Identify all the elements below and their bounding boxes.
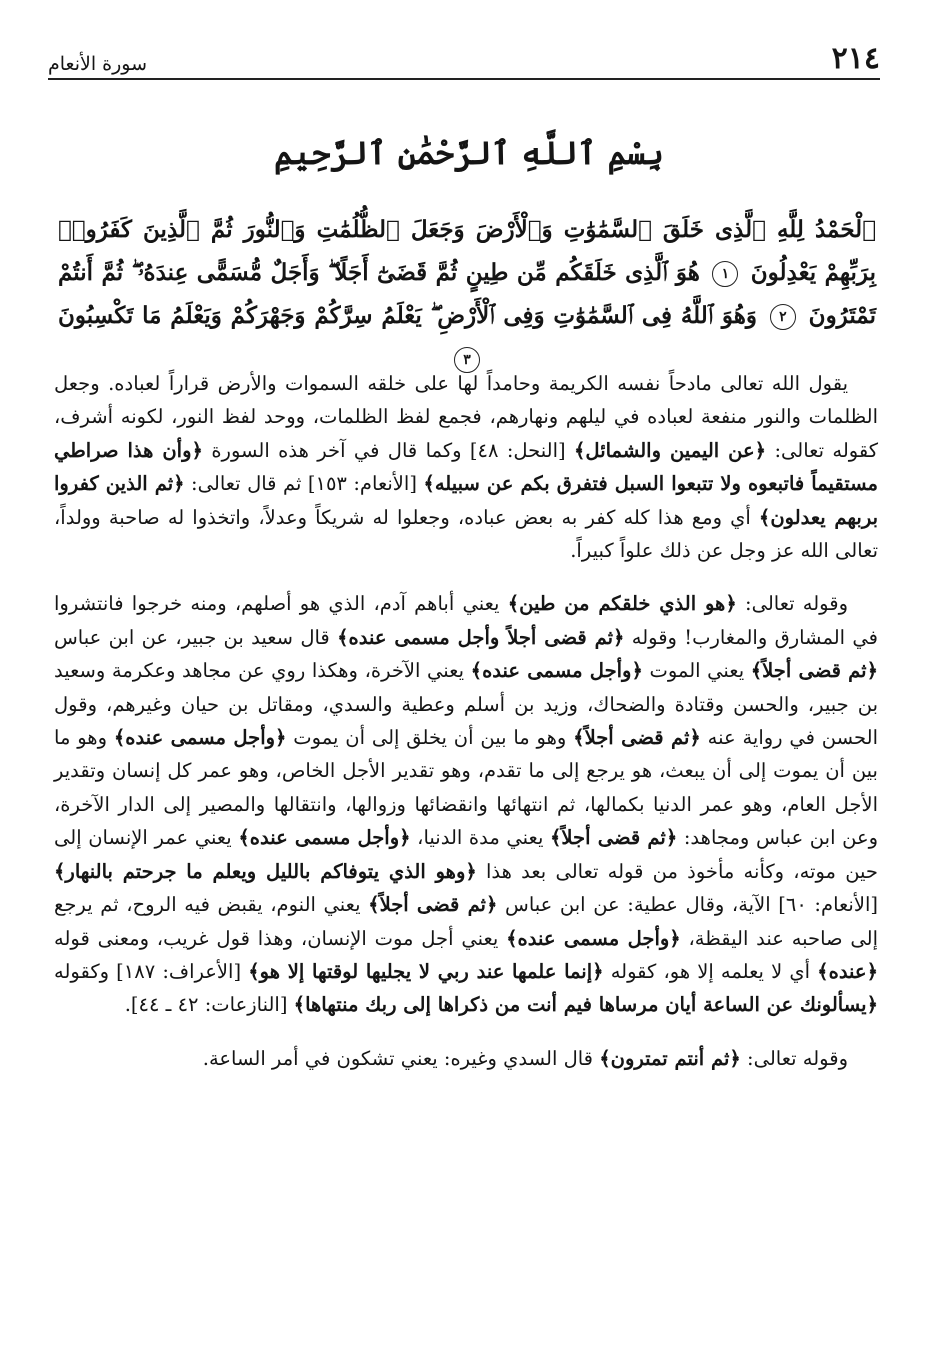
quoted-verse: ﴿عن اليمين والشمائل﴾ [574,438,767,462]
verse-text: وَهُوَ ٱللَّهُ فِى ٱلسَّمَٰوَٰتِ وَفِى ٱلْأَرْضِ ۖ يَعْلَمُ سِرَّكُمْ وَجَهْرَكُمْ وَيَعْلَمُ مَا تَكْسِبُونَ [58,302,758,329]
quoted-verse: ﴿وأن هذا صراطي مستقيماً فاتبعوه ولا تتبعوا السبل فتفرق بكم عن سبيله﴾ [54,438,878,496]
quoted-verse: ﴿ثم قضى أجلاً﴾ [550,826,678,850]
paragraph-text: [الأنعام: ١٥٣] ثم قال تعالى: [184,472,424,496]
paragraph-text: يعني مدة الدنيا، [410,826,550,850]
quoted-verse: ﴿ثم أنتم تمترون﴾ [599,1046,741,1070]
paragraph-text: أي ومع هذا كله كفر به بعض عباده، وجعلوا له شريكاً وعدلاً، واتخذوا له صاحبة وولداً، تعالى الله عز وجل عن ذلك علواً كبيراً. [54,505,878,563]
quran-verses [58,208,876,380]
ayah-number-marker: ٢ [770,304,796,330]
paragraph-text: يعني أباهم آدم، الذي هو أصلهم، ومنه خرجوا فانتشروا في المشارق والمغارب! وقوله [54,592,878,649]
ayah-number-marker: ٣ [454,347,480,373]
quoted-verse: ﴿وهو الذي يتوفاكم بالليل ويعلم ما جرحتم بالنهار﴾ [54,859,477,883]
paragraph-text: [الأعراف: ١٨٧] وكقوله [54,959,249,983]
quoted-verse: ﴿ثم قضى أجلاً وأجل مسمى عنده﴾ [337,625,625,649]
paragraph-text: يعني عمر الإنسان إلى حين موته، وكأنه مأخوذ من قوله تعالى بعد هذا [54,826,878,883]
paragraph-text: وهو ما بين أن يموت إلى أن يبعث، هو يرجع إلى ما تقدم، وهو تقدير الأجل الخاص، وهو عمر كل إنسان وتقدير الأجل العام، وهو عمر الدنيا بكمالها، ثم انتهائها وانقضائها وزوالها، وانتقالها والمصير إلى الدار الآخرة، وعن ابن عباس ومجاهد: [54,726,879,850]
paragraph-text: [الأنعام: ٦٠] الآية، وقال عطية: عن ابن عباس [497,893,878,917]
page-header [48,40,880,80]
quoted-verse: ﴿ثم قضى أجلاً﴾ [573,726,701,750]
commentary-paragraph [54,587,878,1021]
quoted-verse: ﴿هو الذي خلقكم من طين﴾ [507,592,737,616]
commentary-paragraph [54,367,878,567]
paragraph-text: أي لا يعلمه إلا هو، كقوله [603,959,818,983]
quoted-verse: ﴿وأجل مسمى عنده﴾ [113,726,287,750]
quoted-verse: ﴿ثم الذين كفروا بربهم يعدلون﴾ [54,472,879,529]
paragraph-text: وقوله تعالى: [740,1046,848,1070]
verse-text: هُوَ ٱلَّذِى خَلَقَكُم مِّن طِينٍ ثُمَّ قَضَىٰٓ أَجَلًا ۖ وَأَجَلٌ مُّسَمًّى عِندَهُۥ ۖ ثُمَّ أَنتُمْ تَمْتَرُونَ [58,259,876,329]
commentary-text [54,367,878,1075]
paragraph-text: يعني الآخرة، وهكذا روي عن مجاهد وعكرمة وسعيد بن جبير، والحسن وقتادة والضحاك، وزيد بن أسلم وعطية والسدي، ومقاتل بن حيان وغيرهم، وقول الحسن في رواية عنه [54,659,878,750]
paragraph-text: قال السدي وغيره: يعني تشكون في أمر الساعة. [202,1046,600,1070]
quoted-verse: ﴿وأجل مسمى عنده﴾ [470,659,643,683]
page-number: ٢١٤ [831,41,880,76]
quoted-verse: ﴿إنما علمها عند ربي لا يجليها لوقتها إلا هو﴾ [248,959,604,983]
quoted-verse: ﴿يسألونك عن الساعة أيان مرساها فيم أنت من ذكراها إلى ربك منتهاها﴾ [293,993,878,1017]
paragraph-text: [النحل: ٤٨] وكما قال في آخر هذه السورة [202,438,574,462]
paragraph-text: يعني أجل موت الإنسان، وهذا قول غريب، ومعنى قوله [54,926,507,950]
paragraph-text: قال سعيد بن جبير، عن ابن عباس [54,625,338,649]
paragraph-text: يقول الله تعالى مادحاً نفسه الكريمة وحامداً لها على خلقه السموات والأرض قراراً لعباده. وجعل الظلمات والنور منفعة لعباده في ليلهم ونهارهم، فجمع لفظ الظلمات، ووحد لفظ النور، لكونه أشرف، كقوله تعالى: [54,372,878,462]
paragraph-text: وقوله تعالى: [736,592,848,616]
paragraph-text: يعني الموت [642,659,751,683]
verse-text: ٱلْحَمْدُ لِلَّهِ ٱلَّذِى خَلَقَ ٱلسَّمَٰوَٰتِ وَٱلْأَرْضَ وَجَعَلَ ٱلظُّلُمَٰتِ وَٱلنُّورَ ثُمَّ ٱلَّذِينَ كَفَرُوا۟ بِرَبِّهِمْ يَعْدِلُونَ [58,216,876,286]
ayah-number-marker: ١ [712,261,738,287]
paragraph-text: وهو ما بين أن يخلق إلى أن يموت [286,726,574,750]
surah-name: سورة الأنعام [48,53,148,75]
paragraph-text: يعني النوم، يقبض فيه الروح، ثم يرجع إلى صاحبه عند اليقظة، [54,893,879,950]
quoted-verse: ﴿ثم قضى أجلاً﴾ [750,659,878,683]
basmala: بِسْمِ ٱللَّهِ ٱلرَّحْمَٰنِ ٱلرَّحِيمِ [274,134,664,172]
quoted-verse: ﴿وأجل مسمى عنده﴾ [238,826,411,850]
paragraph-text: [النازعات: ٤٢ ـ ٤٤]. [124,993,294,1017]
quoted-verse: ﴿ثم قضى أجلاً﴾ [368,893,498,917]
quoted-verse: ﴿وأجل مسمى عنده﴾ [506,926,681,950]
commentary-paragraph [54,1042,878,1075]
quoted-verse: ﴿عنده﴾ [817,959,878,983]
